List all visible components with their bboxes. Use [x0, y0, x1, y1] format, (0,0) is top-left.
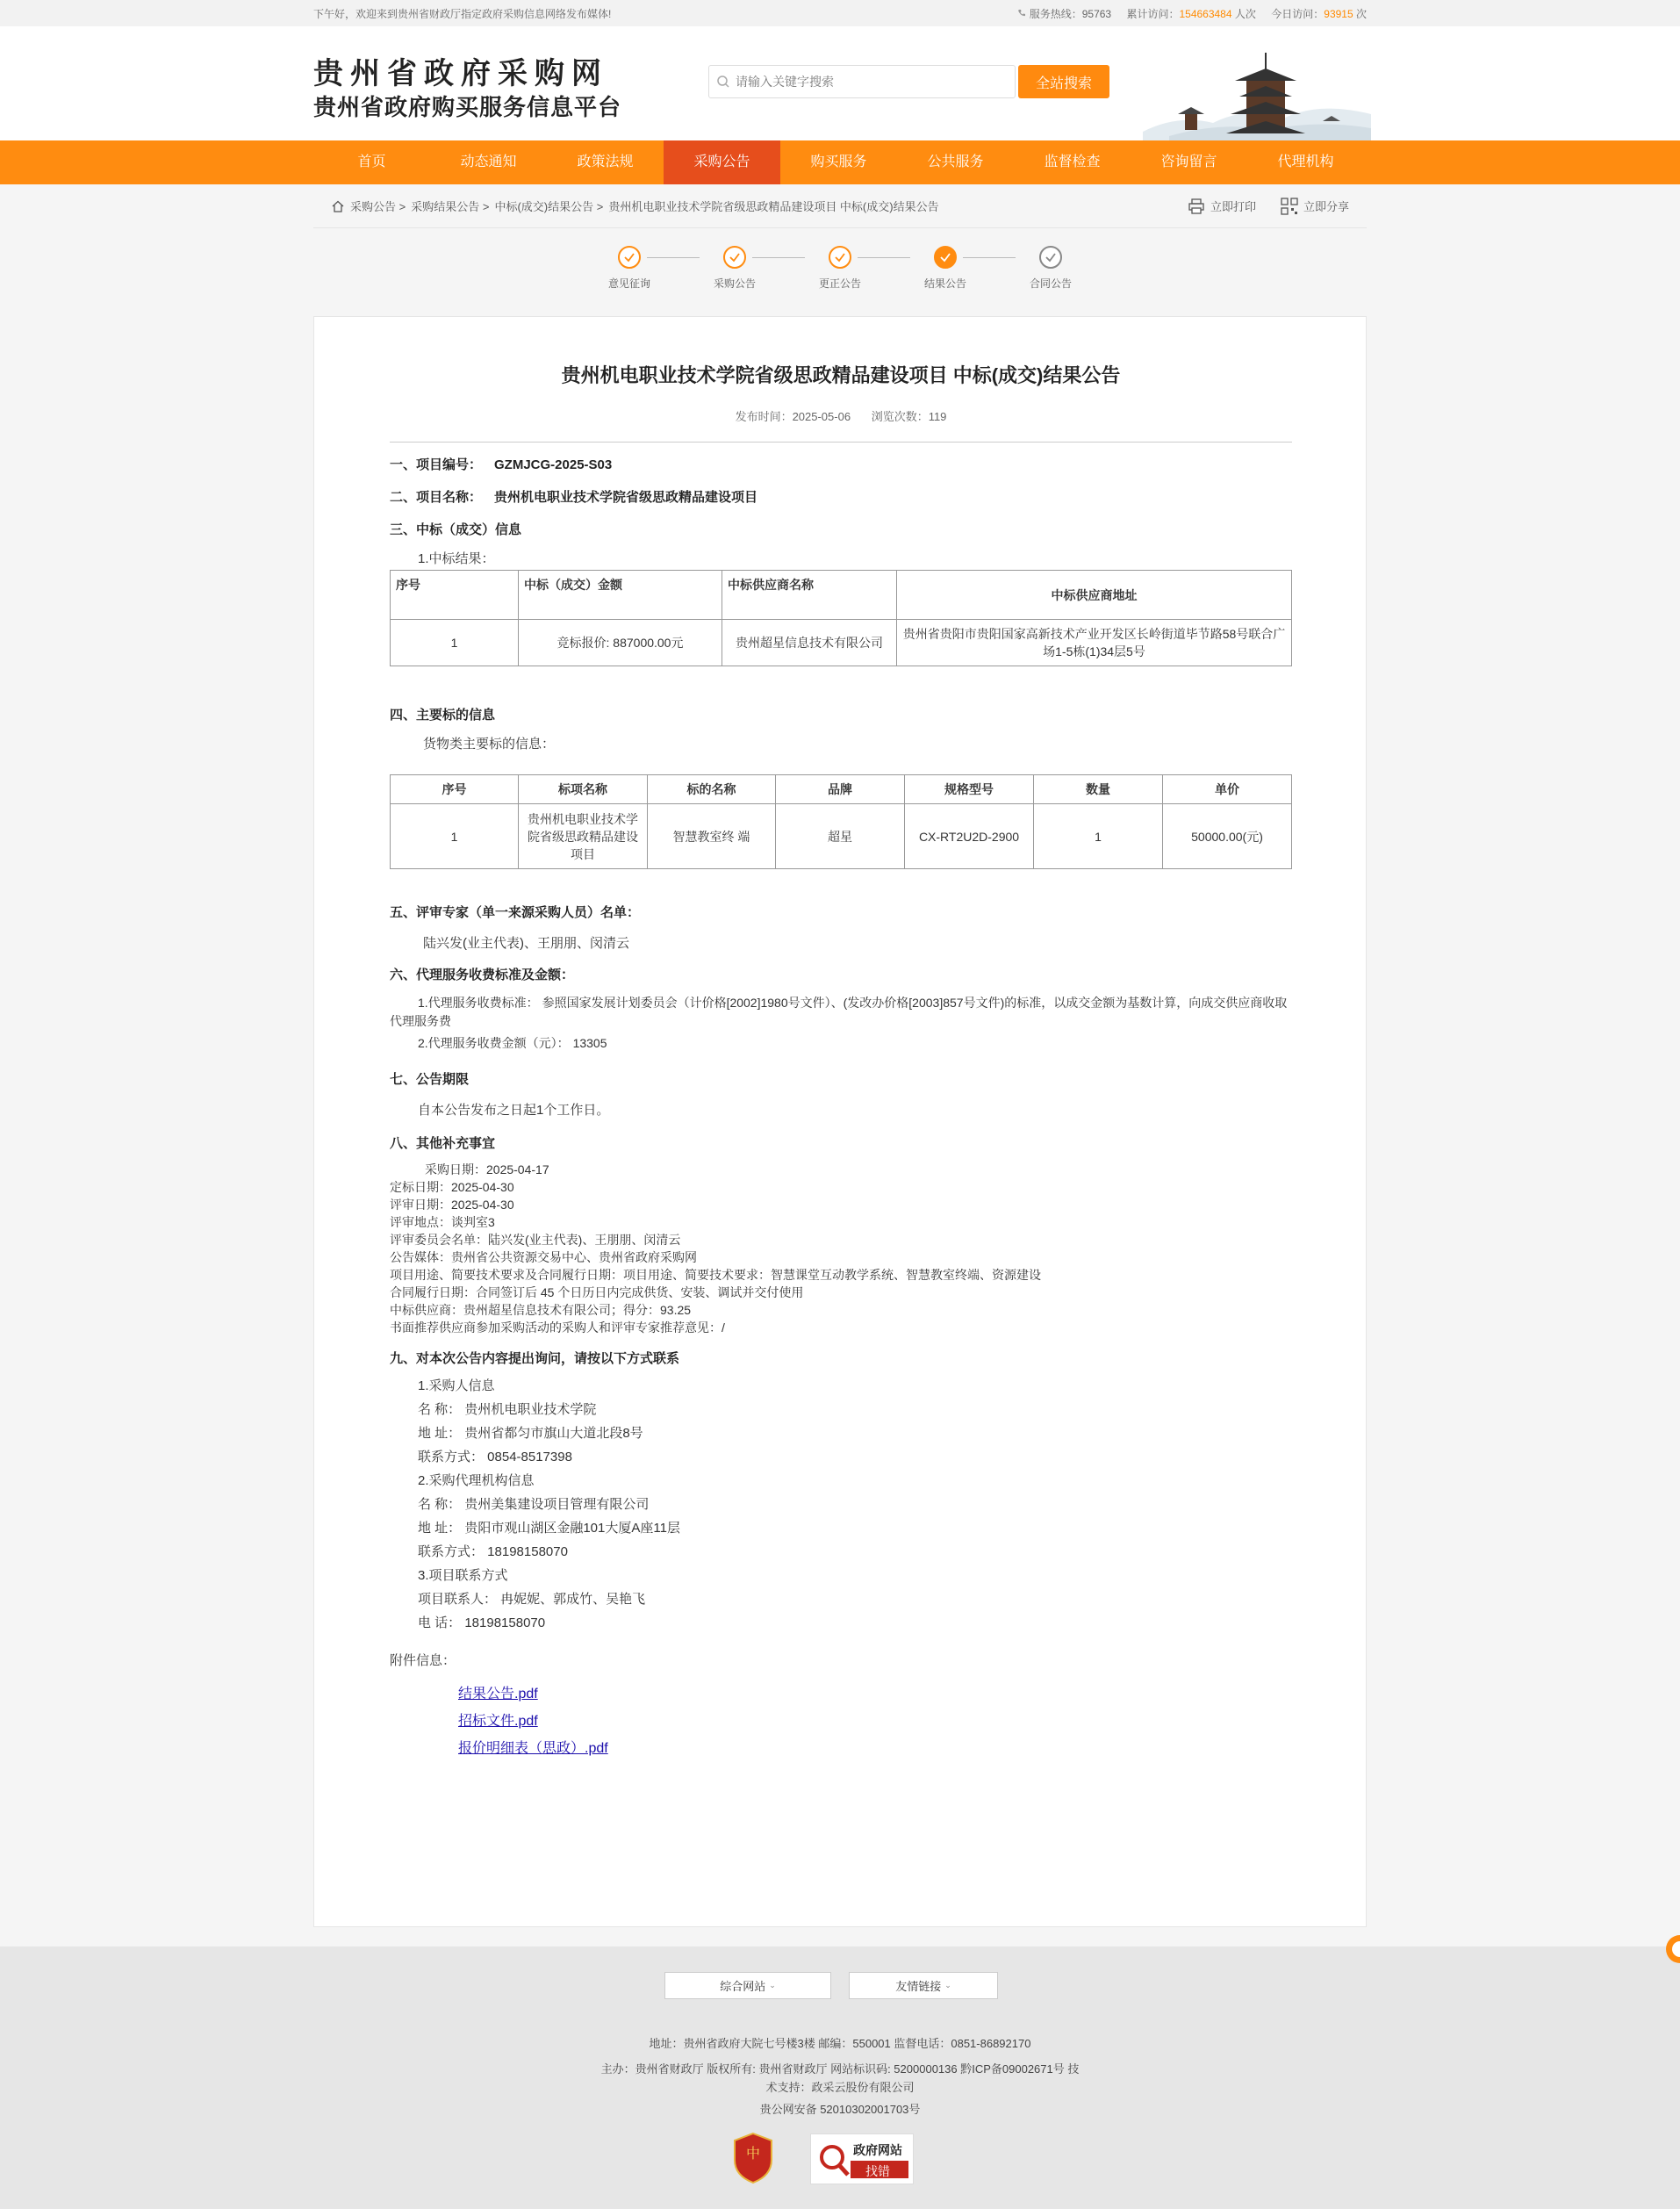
nav-item[interactable]: 购买服务	[810, 155, 867, 169]
attachment-link[interactable]: 报价明细表（思政）.pdf	[458, 1741, 608, 1756]
supplementary-line: 书面推荐供应商参加采购活动的采购人和评审专家推荐意见：/	[390, 1320, 725, 1335]
footer-info	[0, 2034, 1680, 2119]
site-search-button[interactable]: 全站搜索	[1018, 65, 1109, 98]
nav-item[interactable]: 公共服务	[927, 155, 984, 169]
table-header-cell: 单价	[1163, 775, 1292, 804]
contact-line: 名 称： 贵州机电职业技术学院	[418, 1402, 597, 1417]
contact-line: 联系方式： 18198158070	[418, 1544, 568, 1559]
step-label: 采购公告	[713, 277, 756, 290]
contact-line: 电 话： 18198158070	[418, 1615, 546, 1630]
site-stats	[1005, 6, 1367, 21]
welcome-text: 下午好，欢迎来到贵州省财政厅指定政府采购信息网络发布媒体!	[313, 7, 612, 20]
table-row	[391, 620, 1292, 666]
printer-icon	[1188, 198, 1205, 215]
site-logo-title[interactable]: 贵州省政府采购网	[313, 57, 608, 90]
table-header-cell: 数量	[1034, 775, 1163, 804]
nav-item[interactable]: 采购公告	[664, 140, 780, 184]
supplementary-details	[390, 1161, 1292, 1336]
award-table	[390, 570, 1292, 666]
award-result-label: 1.中标结果：	[418, 551, 495, 566]
table-header-cell: 标的名称	[648, 775, 776, 804]
contact-line: 联系方式： 0854-8517398	[418, 1450, 572, 1464]
table-header-cell: 中标供应商地址	[897, 571, 1292, 620]
gov-website-error-badge[interactable]	[810, 2133, 914, 2184]
pagoda-illustration	[1143, 44, 1371, 140]
search-input[interactable]	[730, 67, 1015, 97]
check-icon	[1039, 246, 1062, 269]
footer-address: 地址：贵州省政府大院七号楼3楼 邮编：550001 监督电话：0851-86892170	[649, 2037, 1031, 2050]
badge-text-top: 政府网站	[853, 2143, 902, 2157]
breadcrumb-items	[350, 198, 944, 214]
contact-line: 项目联系人： 冉妮妮、郭成竹、吴艳飞	[418, 1592, 646, 1607]
section-experts: 五、评审专家（单一来源采购人员）名单：	[390, 905, 641, 920]
nav-item[interactable]: 咨询留言	[1160, 155, 1217, 169]
print-label: 立即打印	[1210, 200, 1256, 213]
supplementary-line: 评审地点：谈判室3	[390, 1215, 495, 1229]
step-label: 合同公告	[1029, 277, 1072, 290]
section-agency-fee: 六、代理服务收费标准及金额：	[390, 968, 575, 982]
floating-service-icon[interactable]	[1663, 1932, 1680, 1967]
svg-text:中: 中	[745, 2145, 761, 2162]
share-button[interactable]	[1281, 198, 1349, 215]
supplementary-line: 合同履行日期：合同签订后 45 个日历日内完成供货、安装、调试并交付使用	[390, 1285, 804, 1299]
table-header-row	[391, 775, 1292, 804]
table-cell: 超星	[776, 804, 905, 869]
search-box	[708, 65, 1016, 98]
breadcrumb-item[interactable]: 采购公告 >	[350, 200, 406, 213]
breadcrumb-item[interactable]: 中标(成交)结果公告 >	[494, 200, 604, 213]
contact-line: 1.采购人信息	[418, 1378, 495, 1393]
attachment-link[interactable]: 结果公告.pdf	[458, 1687, 538, 1702]
nav-item[interactable]: 监督检查	[1044, 155, 1101, 169]
step-label: 结果公告	[923, 277, 966, 290]
chevron-down-icon: ⌄	[769, 1981, 776, 1990]
phone-icon	[1017, 9, 1026, 18]
agency-fee-standard: 1.代理服务收费标准： 参照国家发展计划委员会（计价格[2002]1980号文件）、(发改办价格[2003]857号文件)的标准，以成交金额为基数计算，向成交供应商收取代理服务费	[390, 996, 1288, 1028]
home-icon[interactable]	[331, 199, 345, 213]
check-icon	[934, 246, 957, 269]
section-project-number: 一、项目编号： GZMJCG-2025-S03	[390, 457, 613, 472]
print-button[interactable]	[1188, 198, 1256, 215]
table-header-cell: 品牌	[776, 775, 905, 804]
table-cell: CX-RT2U2D-2900	[905, 804, 1034, 869]
table-header-cell: 序号	[391, 775, 519, 804]
table-header-cell: 规格型号	[905, 775, 1034, 804]
table-header-cell: 中标（成交）金额	[519, 571, 722, 620]
share-label: 立即分享	[1303, 200, 1349, 213]
breadcrumb-bar	[313, 184, 1367, 228]
section-main-items: 四、主要标的信息	[390, 708, 496, 723]
section-supplementary: 八、其他补充事宜	[390, 1136, 496, 1151]
attachments-label: 附件信息：	[390, 1653, 456, 1668]
supplementary-line: 公告媒体：贵州省公共资源交易中心、贵州省政府采购网	[390, 1250, 697, 1264]
divider	[390, 442, 1292, 443]
today-visits: 今日访问：93915 次	[1271, 7, 1367, 20]
top-bar	[0, 0, 1680, 26]
publish-time: 发布时间：2025-05-06	[735, 410, 851, 423]
contact-line: 地 址： 贵阳市观山湖区金融101大厦A座11层	[418, 1521, 680, 1536]
total-visits: 累计访问：154663484 人次	[1126, 7, 1256, 20]
table-cell: 50000.00(元)	[1163, 804, 1292, 869]
agency-fee-amount: 2.代理服务收费金额（元）： 13305	[418, 1036, 607, 1050]
nav-item[interactable]: 政策法规	[577, 155, 634, 169]
table-header-cell: 中标供应商名称	[722, 571, 897, 620]
table-cell: 1	[391, 620, 519, 666]
table-header-cell: 标项名称	[519, 775, 648, 804]
footer-link-selects	[664, 1972, 998, 1999]
badge-text-bottom: 找错	[865, 2164, 890, 2178]
qrcode-icon	[1281, 198, 1298, 215]
table-cell: 1	[1034, 804, 1163, 869]
contact-line: 地 址： 贵州省都匀市旗山大道北段8号	[418, 1426, 643, 1441]
contact-line: 2.采购代理机构信息	[418, 1473, 535, 1488]
check-icon	[829, 246, 851, 269]
supplementary-line: 中标供应商：贵州超星信息技术有限公司；得分：93.25	[390, 1303, 692, 1317]
article-meta	[390, 407, 1292, 424]
footer-tech-support: 术支持：政采云股份有限公司	[765, 2081, 915, 2094]
article-actions	[1163, 198, 1349, 215]
table-header-row	[391, 571, 1292, 620]
footer-copyright: 主办：贵州省财政厅 版权所有: 贵州省财政厅 网站标识码: 5200000136 黔ICP备09002671号 技	[600, 2062, 1080, 2076]
table-cell: 1	[391, 804, 519, 869]
party-government-badge[interactable]	[733, 2132, 773, 2184]
search-icon	[716, 75, 730, 89]
supplementary-line: 定标日期：2025-04-30	[390, 1180, 514, 1194]
site-header	[0, 26, 1680, 140]
section-project-name: 二、项目名称： 贵州机电职业技术学院省级思政精品建设项目	[390, 490, 758, 505]
step-label: 更正公告	[818, 277, 861, 290]
main-nav	[0, 140, 1680, 184]
goods-info-label: 货物类主要标的信息：	[423, 737, 556, 752]
view-count: 浏览次数：119	[871, 410, 947, 423]
breadcrumb	[331, 198, 944, 214]
experts-list: 陆兴发(业主代表)、王朋朋、闵清云	[423, 936, 629, 951]
table-row	[391, 804, 1292, 869]
contact-details	[390, 1374, 1292, 1635]
section-notice-period: 七、公告期限	[390, 1072, 470, 1087]
article	[390, 317, 1292, 1762]
nav-item[interactable]: 动态通知	[460, 155, 517, 169]
general-sites-select[interactable]: 综合网站 ⌄	[664, 1972, 831, 1999]
contact-line: 名 称： 贵州美集建设项目管理有限公司	[418, 1497, 650, 1512]
table-header-cell: 序号	[391, 571, 519, 620]
check-icon	[618, 246, 641, 269]
step-label: 意见征询	[607, 277, 650, 290]
items-table	[390, 774, 1292, 869]
supplementary-line: 评审日期：2025-04-30	[390, 1198, 514, 1212]
nav-item[interactable]: 代理机构	[1277, 155, 1334, 169]
supplementary-line: 项目用途、简要技术要求及合同履行日期：项目用途、简要技术要求：智慧课堂互动教学系统、智慧教室终端、资源建设	[390, 1268, 1041, 1282]
section-contact: 九、对本次公告内容提出询问，请按以下方式联系	[390, 1351, 680, 1366]
article-title: 贵州机电职业技术学院省级思政精品建设项目 中标(成交)结果公告	[561, 364, 1121, 386]
nav-item[interactable]: 首页	[357, 155, 386, 169]
site-logo-subtitle: 贵州省政府购买服务信息平台	[313, 94, 622, 120]
hotline: 服务热线：95763	[1017, 8, 1114, 20]
table-cell: 智慧教室终 端	[648, 804, 776, 869]
supplementary-line: 采购日期：2025-04-17	[425, 1162, 549, 1176]
breadcrumb-item[interactable]: 采购结果公告 >	[411, 200, 490, 213]
notice-period-text: 自本公告发布之日起1个工作日。	[418, 1103, 610, 1118]
attachment-link[interactable]: 招标文件.pdf	[458, 1714, 538, 1729]
friendly-links-select[interactable]: 友情链接 ⌄	[849, 1972, 998, 1999]
nav-list	[313, 140, 1367, 184]
content-panel	[313, 316, 1367, 1927]
table-cell: 贵州超星信息技术有限公司	[722, 620, 897, 666]
chevron-down-icon: ⌄	[944, 1981, 951, 1990]
supplementary-line: 评审委员会名单：陆兴发(业主代表)、王朋朋、闵清云	[390, 1233, 681, 1247]
breadcrumb-item[interactable]: 贵州机电职业技术学院省级思政精品建设项目 中标(成交)结果公告	[608, 200, 939, 213]
table-cell: 竞标报价: 887000.00元	[519, 620, 722, 666]
contact-line: 3.项目联系方式	[418, 1568, 508, 1583]
section-award-info: 三、中标（成交）信息	[390, 522, 522, 537]
check-icon	[723, 246, 746, 269]
table-cell: 贵州省贵阳市贵阳国家高新技术产业开发区长岭街道毕节路58号联合广场1-5栋(1)34层5号	[897, 620, 1292, 666]
table-cell: 贵州机电职业技术学院省级思政精品建设项目	[519, 804, 648, 869]
attachments-list	[390, 1680, 1292, 1762]
footer-police-record[interactable]: 贵公网安备 52010302001703号	[759, 2103, 921, 2116]
